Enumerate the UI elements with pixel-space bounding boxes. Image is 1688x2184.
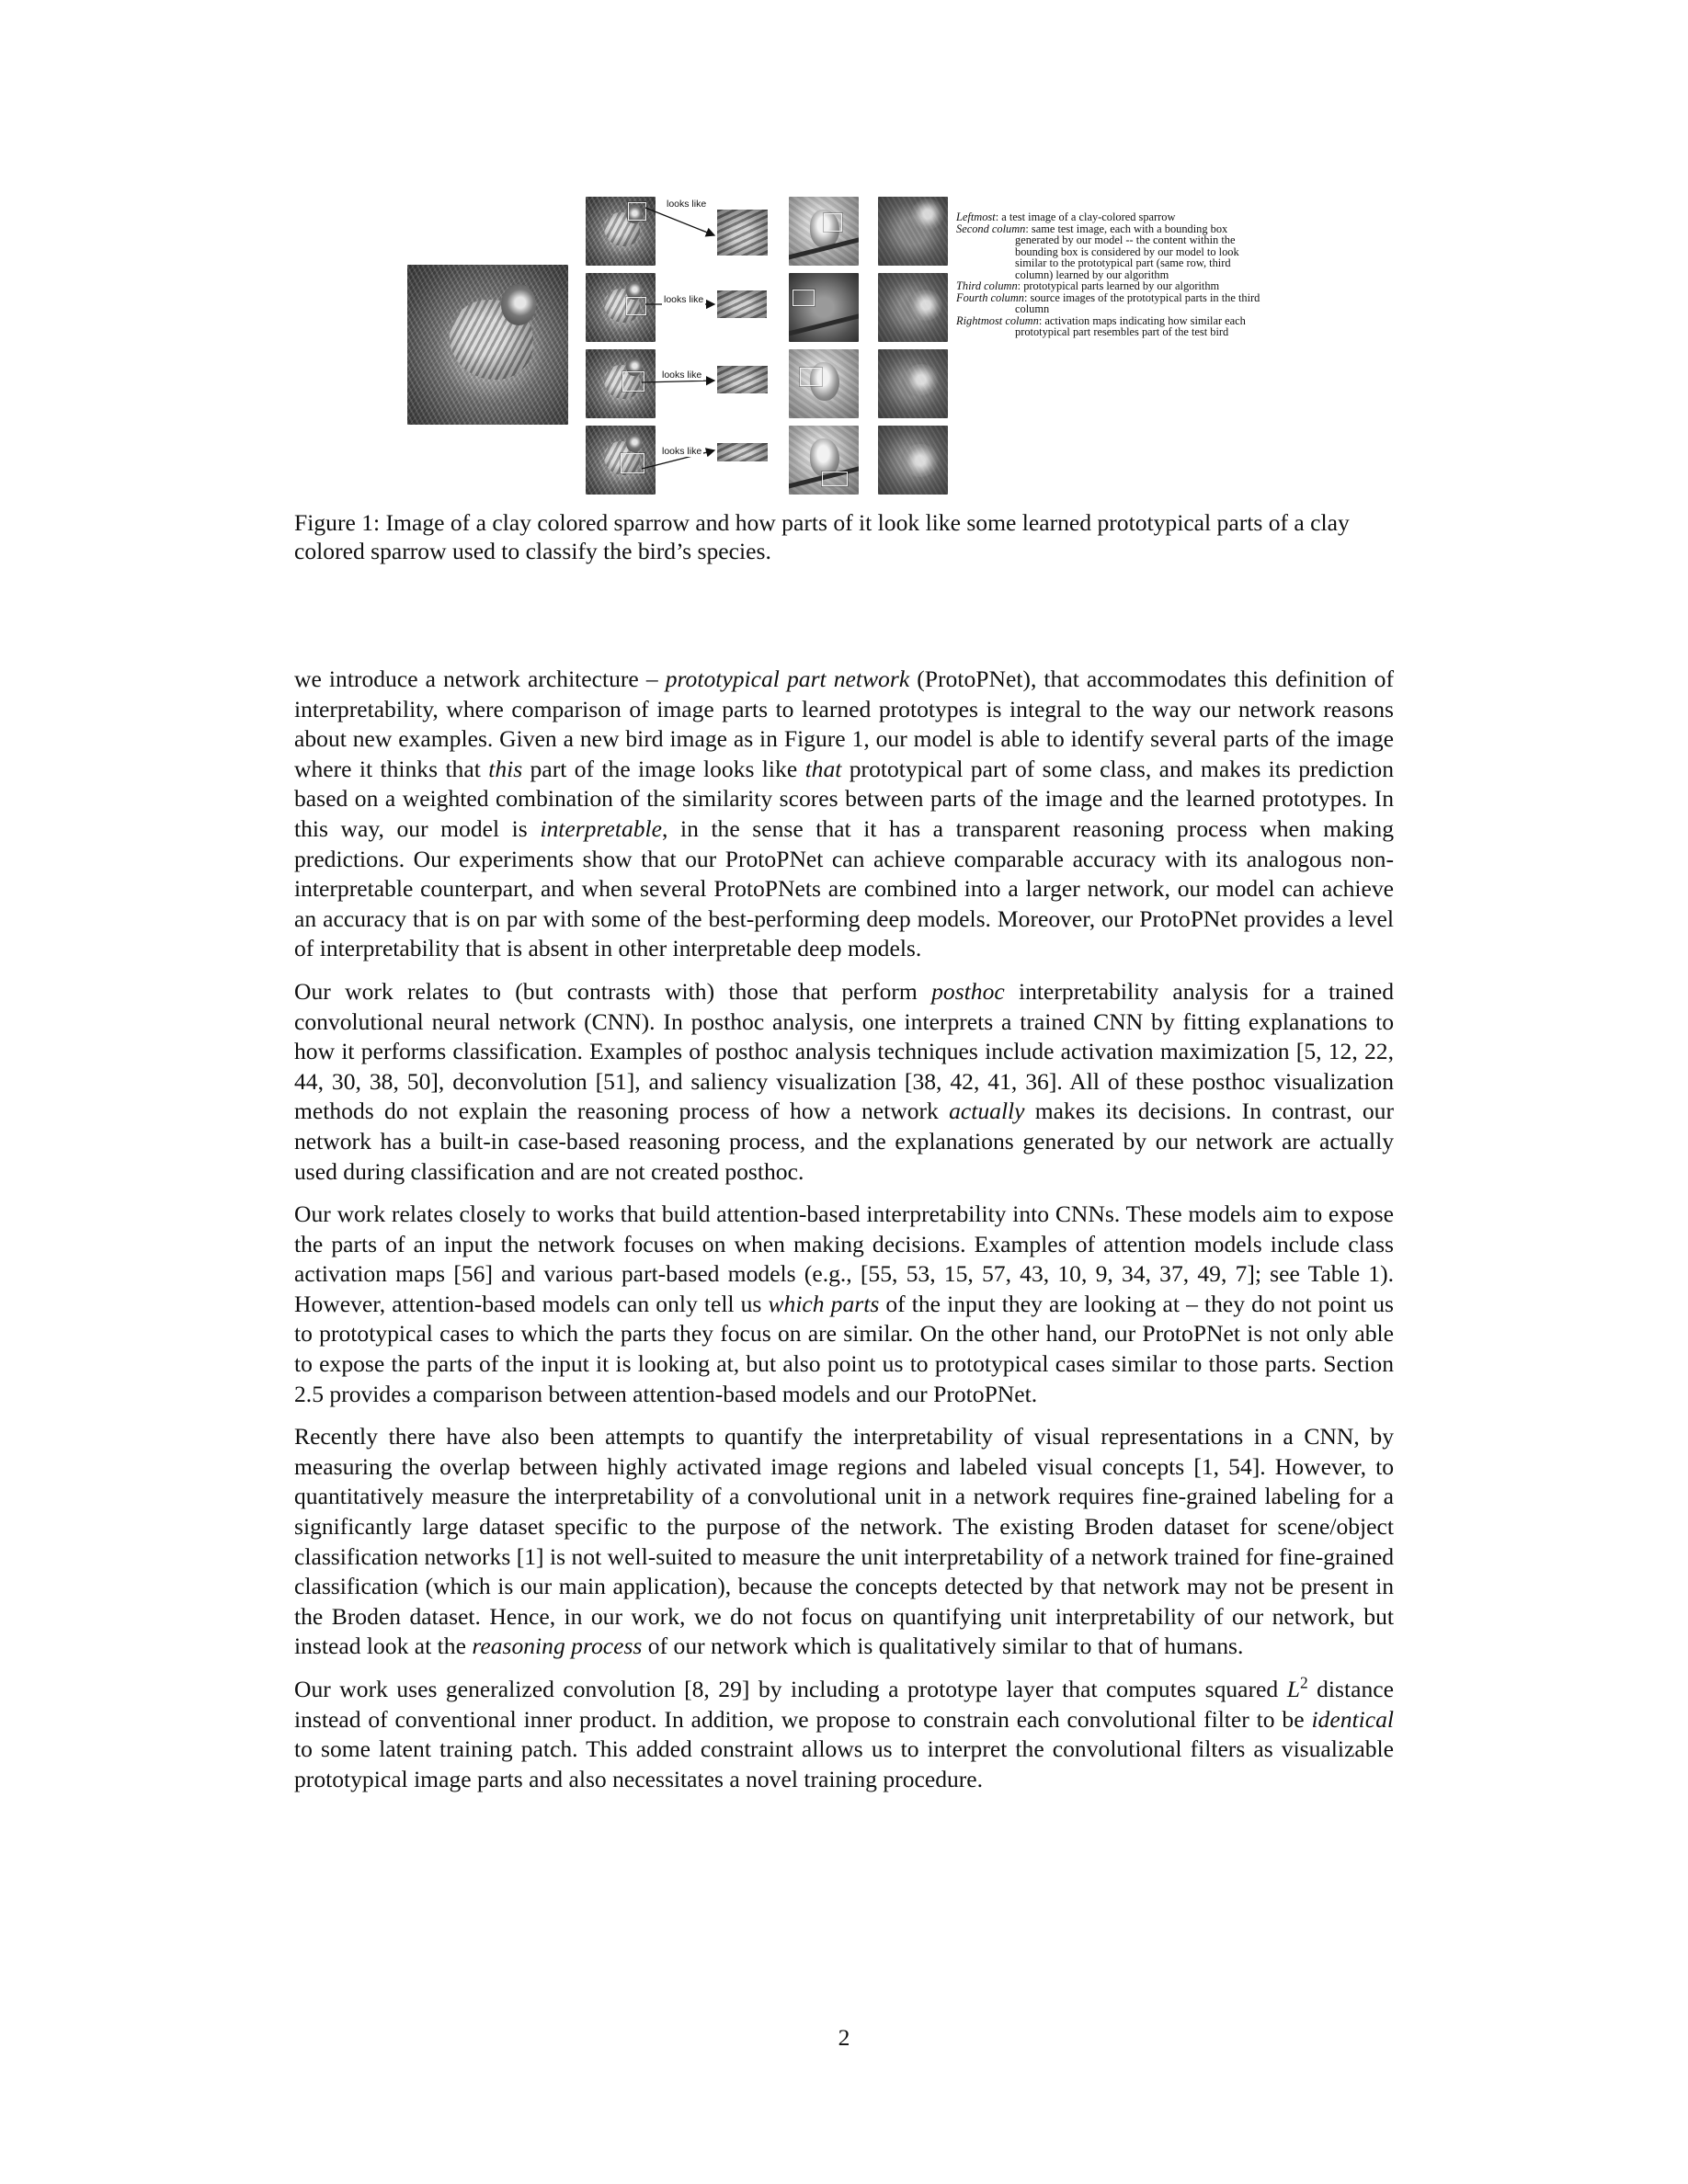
emphasis: identical xyxy=(1311,1705,1394,1733)
emphasis: L xyxy=(1286,1676,1300,1702)
text-run: Recently there have also been attempts to quantify the interpretability of visual representations in a CNN, by measuring the overlap between highly activated image regions and labeled visual concepts [1, 54]. However, to quantitatively measure the interpretability of a convolutional unit in a network requires fine-grained labeling for a significantly large dataset specific to the purpose of the network. The existing Broden dataset for scene/object classification networks [1] is not well-suited to measure the unit interpretability of a network trained for fine-grained classification (which is our main application), because the concepts detected by that network may not be present in the Broden dataset. Hence, in our work, we do not focus on quantifying unit interpretability of our network, but instead look at the xyxy=(294,1423,1394,1660)
text-run: we introduce a network architecture – xyxy=(294,665,666,692)
paragraph xyxy=(294,1675,1394,1794)
emphasis: actually xyxy=(949,1098,1025,1125)
figure-caption: Figure 1: Image of a clay colored sparrow and how parts of it look like some learned prototypical parts of a clay colored sparrow used to classify the bird’s species. xyxy=(294,509,1350,564)
legend-item-rightmost-column: Rightmost column: activation maps indicating how similar each prototypical part resembles part of the test bird xyxy=(956,313,1246,338)
legend-item-leftmost: Leftmost: a test image of a clay-colored sparrow xyxy=(956,210,1176,223)
emphasis: reasoning process xyxy=(472,1632,643,1660)
figure-1 xyxy=(405,193,1287,496)
legend-item-second-column: Second column: same test image, each with a bounding box generated by our model -- the content within the bounding box is considered by our model to look similar to the prototypical part (same row, third column) learned by our algorithm xyxy=(956,222,1239,281)
emphasis: prototypical part network xyxy=(665,665,910,692)
paragraph xyxy=(294,977,1394,1187)
text-run: of the input they are looking at – they do not point us to prototypical cases to which the parts they focus on are similar. On the other hand, our ProtoPNet is not only able to expose the parts of the input it is looking at, but also point us to prototypical cases similar to those parts. Section 2.5 provides a comparison between attention-based models and our ProtoPNet. xyxy=(294,1290,1394,1407)
emphasis: that xyxy=(804,755,842,782)
text-run: interpretability analysis for a trained convolutional neural network (CNN). In posthoc analysis, one interprets a trained CNN by fitting explanations to how it performs classification. Examples of posthoc analysis techniques include activation maximization [5, 12, 22, 44, 30, 38, 50], deconvolution [51], and saliency visualization [38, 42, 41, 36]. All of these posthoc visualization methods do not explain the reasoning process of how a network xyxy=(294,977,1395,1125)
legend-item-fourth-column: Fourth column: source images of the prototypical parts in the third column xyxy=(956,290,1260,315)
text-run: part of the image looks like xyxy=(522,755,805,782)
text-run: (ProtoPNet), that accommodates this definition of interpretability, where comparison of image parts to learned prototypes is integral to the way our network reasons about new examples. Given a new bird image as in Figure 1, our model is able to identify several parts of the image where it thinks that xyxy=(294,665,1395,782)
paragraph xyxy=(294,1200,1394,1409)
text-run: makes its decisions. In contrast, our network has a built-in case-based reasoning process, and the explanations generated by our network are actually used during classification and are not created posthoc. xyxy=(294,1098,1394,1185)
paragraph xyxy=(294,665,1394,964)
figure-legend xyxy=(956,211,1269,338)
text-run: to some latent training patch. This added constraint allows us to interpret the convolutional filters as visualizable prototypical image parts and also necessitates a novel training procedure. xyxy=(294,1735,1394,1792)
superscript: 2 xyxy=(1299,1673,1308,1692)
emphasis: interpretable xyxy=(540,814,663,842)
text-run: Our work uses generalized convolution [8, 29] by including a prototype layer that computes squared xyxy=(294,1676,1287,1702)
looks-like-label-row-4: looks like xyxy=(662,446,702,457)
text-run: Our work relates to (but contrasts with) those that perform xyxy=(294,977,932,1005)
legend-item-third-column: Third column: prototypical parts learned by our algorithm xyxy=(956,279,1220,292)
text-run: Our work relates closely to works that build attention-based interpretability into CNNs. These models aim to expose the parts of an input the network focuses on when making decisions. Examples of attention models include class activation maps [56] and various part-based models (e.g., [55, 53, 15, 57, 43, 10, 9, 34, 37, 49, 7]; see Table 1). However, attention-based models can only tell us xyxy=(294,1200,1394,1317)
paragraph xyxy=(294,1422,1394,1662)
looks-like-label-row-3: looks like xyxy=(662,370,702,381)
looks-like-label-row-2: looks like xyxy=(664,294,704,305)
text-run: prototypical part of some class, and makes its prediction based on a weighted combination of the similarity scores between parts of the image and the learned prototypes. In this way, our model is xyxy=(294,755,1394,842)
page-number: 2 xyxy=(838,2024,850,2051)
emphasis: this xyxy=(488,755,523,782)
text-run: of our network which is qualitatively similar to that of humans. xyxy=(642,1632,1244,1660)
emphasis: posthoc xyxy=(931,977,1005,1005)
text-run: distance instead of conventional inner product. In addition, we propose to constrain each convolutional filter to be xyxy=(294,1676,1394,1733)
text-run: , in the sense that it has a transparent reasoning process when making predictions. Our experiments show that our ProtoPNet can achieve comparable accuracy with its analogous non-interpretable counterpart, and when several ProtoPNets are combined into a larger network, our model can achieve an accuracy that is on par with some of the best-performing deep models. Moreover, our ProtoPNet provides a level of interpretability that is absent in other interpretable deep models. xyxy=(294,814,1394,962)
emphasis: which parts xyxy=(768,1290,880,1317)
looks-like-label-row-1: looks like xyxy=(667,199,707,210)
body-text xyxy=(294,665,1394,1807)
